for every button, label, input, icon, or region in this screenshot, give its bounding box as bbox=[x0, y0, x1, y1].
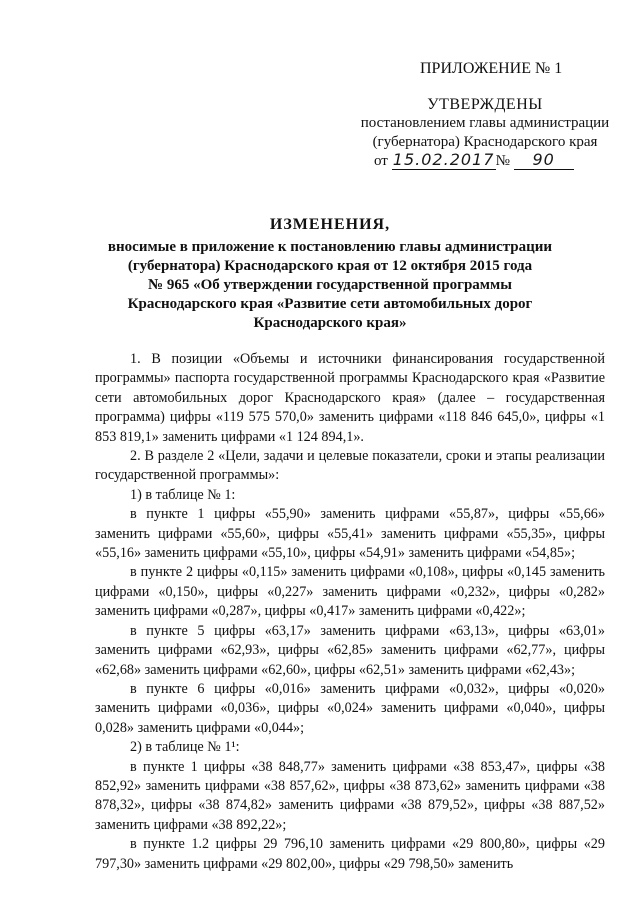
number-sign: № bbox=[495, 153, 510, 169]
subtitle-line-1: вносимые в приложение к постановлению главы администрации bbox=[107, 239, 553, 255]
approved-governor: (губернатора) Краснодарского края bbox=[372, 134, 598, 150]
document-title: ИЗМЕНЕНИЯ, bbox=[269, 216, 391, 233]
paragraph-table1-1: 2) в таблице № 1¹: bbox=[130, 739, 240, 756]
paragraph-item-5: в пункте 5 цифры «63,17» заменить цифрами «63,13», цифры «63,01» заменить цифрами «62,93», цифры «62,85» заменить цифрами «62,77», цифры «62,68» заменить цифрами «62,60», цифры «62,51» заменить цифрами «62,43»; bbox=[95, 622, 605, 678]
paragraph-item-6: в пункте 6 цифры «0,016» заменить цифрами «0,032», цифры «0,020» заменить цифрами «0,036», цифры «0,024» заменить цифрами «0,040», цифры 0,028» заменить цифрами «0,044»; bbox=[95, 680, 605, 736]
paragraph-table1: 1) в таблице № 1: bbox=[130, 486, 236, 503]
handwritten-number: 90 bbox=[514, 150, 574, 170]
paragraph-item-2: в пункте 2 цифры «0,115» заменить цифрами «0,108», цифры «0,145 заменить цифрами «0,150», цифры «0,227» заменить цифрами «0,232», цифры «0,282» заменить цифрами «0,287», цифры «0,417» заменить цифрами «0,422»; bbox=[95, 564, 605, 620]
paragraph-t2-item-1-2: в пункте 1.2 цифры 29 796,10 заменить цифрами «29 800,80», цифры «29 797,30» заменить цифрами «29 802,00», цифры «29 798,50» заменить bbox=[95, 836, 605, 872]
subtitle-line-4: Краснодарского края «Развитие сети автомобильных дорог bbox=[127, 296, 533, 312]
handwritten-date: 15.02.2017 bbox=[392, 150, 495, 169]
document-body bbox=[95, 350, 605, 874]
subtitle-line-5: Краснодарского края» bbox=[253, 315, 407, 331]
paragraph-item-1: в пункте 1 цифры «55,90» заменить цифрами «55,87», цифры «55,66» заменить цифрами «55,60», цифры «55,41» заменить цифрами «55,35», цифры «55,16» заменить цифрами «55,10», цифры «54,91» заменить цифрами «54,85»; bbox=[95, 506, 605, 562]
subtitle-line-3: № 965 «Об утверждении государственной программы bbox=[148, 277, 512, 293]
paragraph-2: 2. В разделе 2 «Цели, задачи и целевые показатели, сроки и этапы реализации государственной программы»: bbox=[95, 448, 605, 484]
attachment-number: ПРИЛОЖЕНИЕ № 1 bbox=[420, 60, 563, 77]
approved-label: УТВЕРЖДЕНЫ bbox=[427, 96, 543, 113]
paragraph-1: 1. В позиции «Объемы и источники финансирования государственной программы» паспорта государственной программы Краснодарского края «Развитие сети автомобильных дорог Краснодарского края» (далее – государственная программа) цифры «119 575 570,0» заменить цифрами «118 846 645,0», цифры «1 853 819,1» заменить цифрами «1 124 894,1». bbox=[95, 351, 605, 445]
subtitle-line-2: (губернатора) Краснодарского края от 12 октября 2015 года bbox=[127, 258, 533, 274]
paragraph-t2-item-1: в пункте 1 цифры «38 848,77» заменить цифрами «38 853,47», цифры «38 852,92» заменить цифрами «38 857,62», цифры «38 873,62» заменить цифрами «38 878,32», цифры «38 874,82» заменить цифрами «38 879,52», цифры «38 887,52» заменить цифрами «38 892,22»; bbox=[95, 758, 605, 833]
approved-by-decree: постановлением главы администрации bbox=[360, 115, 610, 131]
date-prefix: от bbox=[374, 153, 388, 169]
approval-date-line bbox=[374, 150, 574, 170]
